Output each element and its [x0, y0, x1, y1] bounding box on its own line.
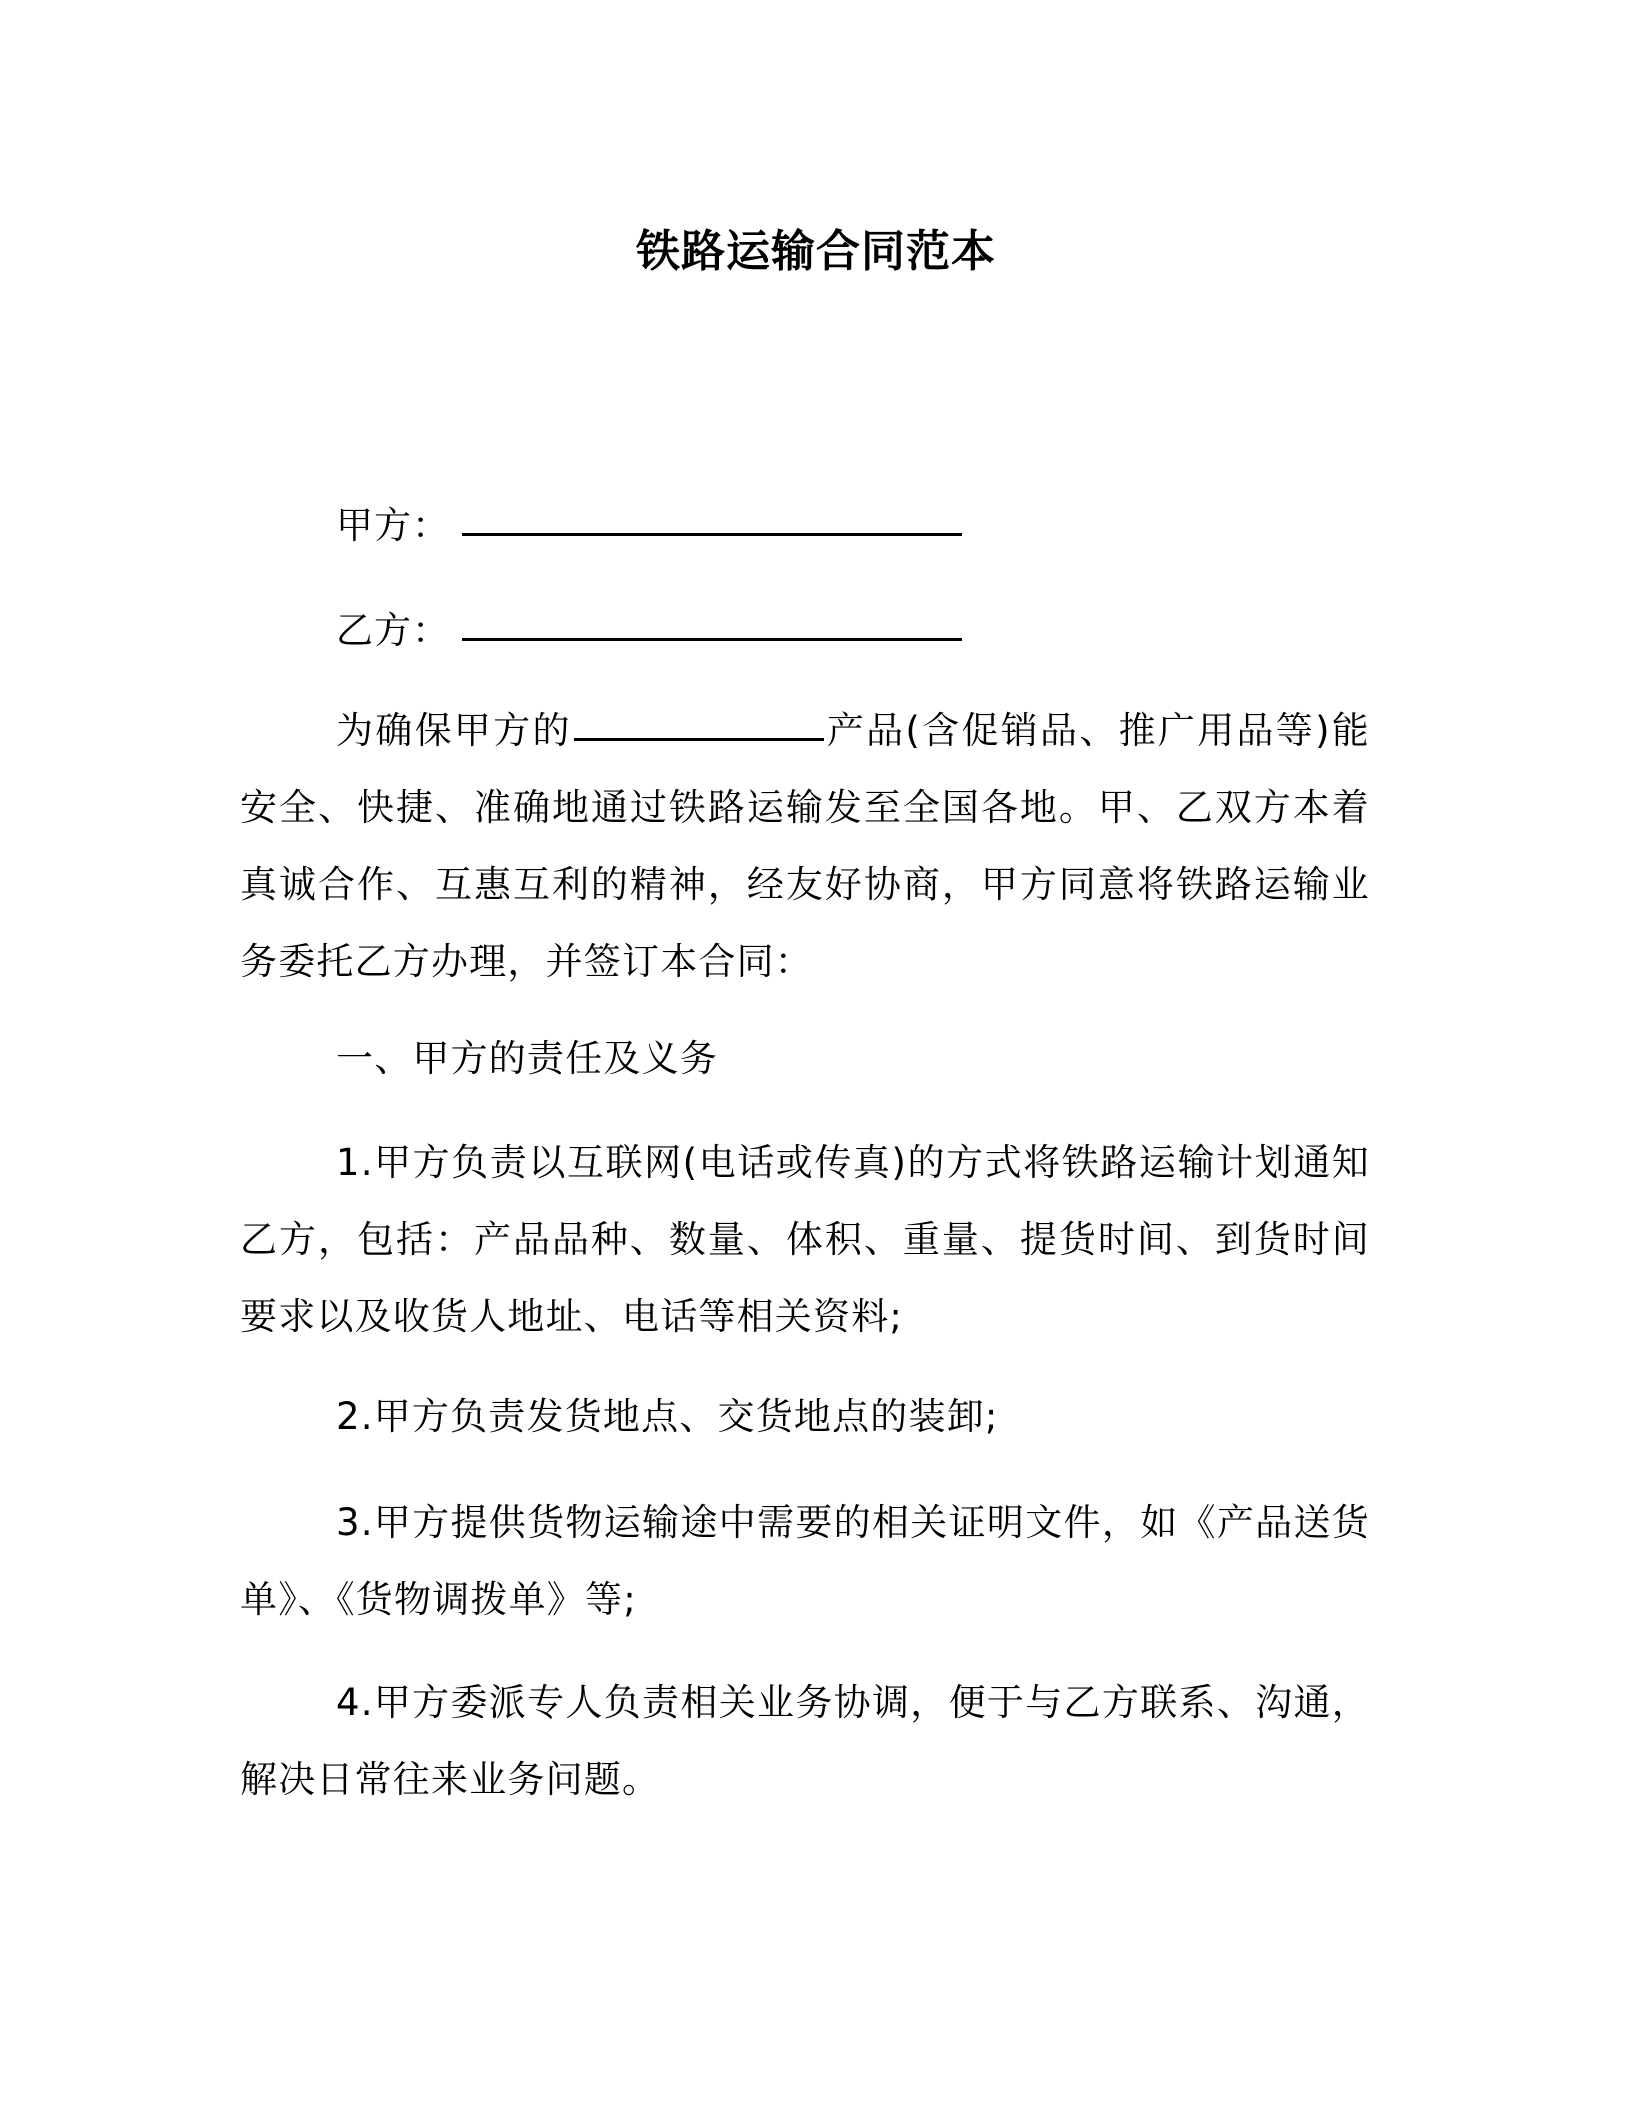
party-b-line — [336, 601, 962, 661]
clause-4: 4.甲方委派专人负责相关业务协调，便于与乙方联系、沟通，解决日常往来业务问题。 — [240, 1681, 1370, 1801]
intro-text-before-blank: 为确保甲方的 — [336, 709, 572, 752]
intro-text-after-blank: 产品(含促销品、推广用品等)能安全、快捷、准确地通过铁路运输发至全国各地。甲、乙双方本着真诚合作、互惠互利的精神，经友好协商，甲方同意将铁路运输业务委托乙方办理，并签订本合同： — [240, 709, 1370, 983]
intro-paragraph — [240, 692, 1370, 1000]
party-a-label: 甲方： — [336, 504, 450, 547]
section-1-heading: 一、甲方的责任及义务 — [336, 1037, 718, 1080]
party-b-label: 乙方： — [336, 609, 450, 652]
clause-2: 2.甲方负责发货地点、交货地点的装卸; — [336, 1395, 999, 1438]
party-a-line — [336, 496, 962, 556]
clause-1: 1.甲方负责以互联网(电话或传真)的方式将铁路运输计划通知乙方，包括：产品品种、数量、体积、重量、提货时间、到货时间要求以及收货人地址、电话等相关资料; — [240, 1141, 1370, 1338]
clause-3: 3.甲方提供货物运输途中需要的相关证明文件，如《产品送货单》、《货物调拨单》等; — [240, 1501, 1370, 1621]
party-a-blank-field[interactable] — [462, 532, 962, 536]
party-b-blank-field[interactable] — [462, 637, 962, 641]
product-blank-field[interactable] — [574, 737, 824, 741]
document-title: 铁路运输合同范本 — [636, 226, 996, 277]
